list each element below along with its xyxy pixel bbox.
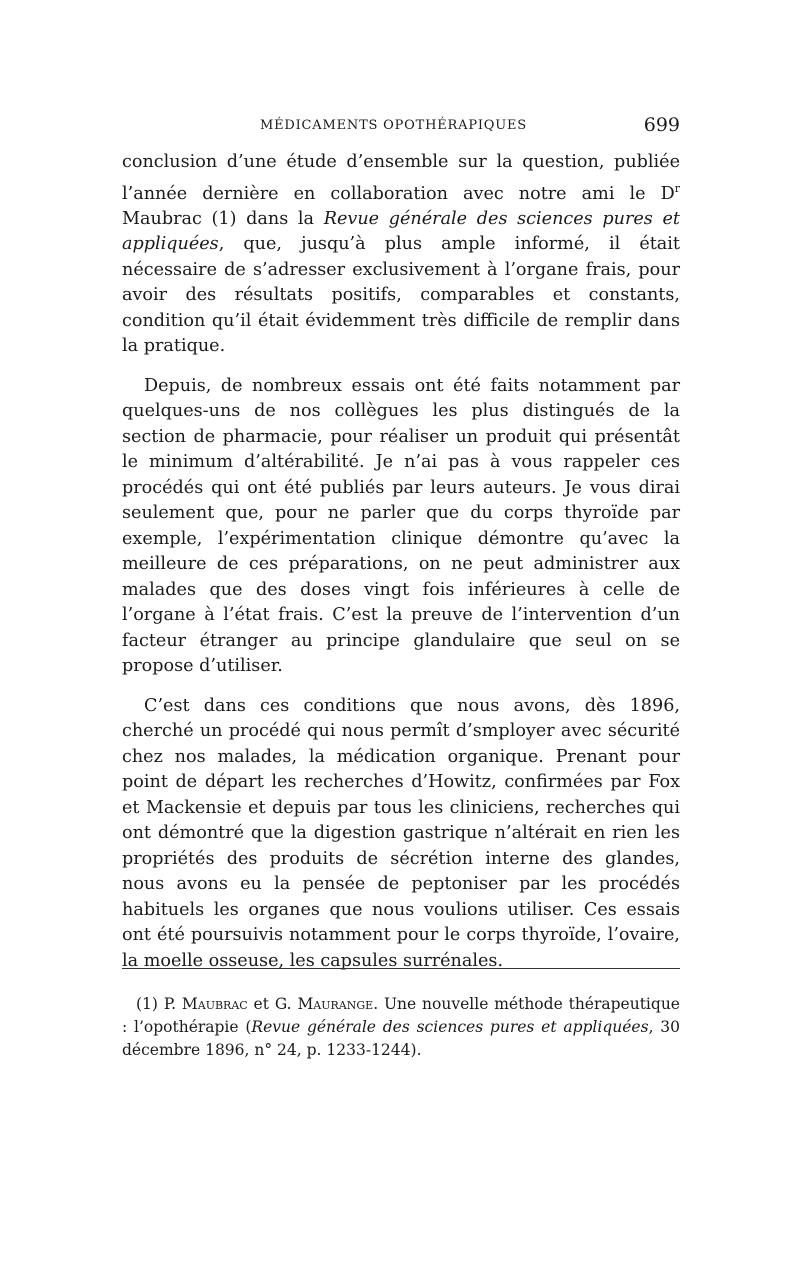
footnote-details: , 30 décembre 1896, n° 24, p. 1233-1244).: [122, 1018, 680, 1059]
doctor-abbrev-superscript: r: [674, 181, 680, 195]
running-title: MÉDICAMENTS OPOTHÉRAPIQUES: [260, 118, 528, 133]
footnote-author1: Maubrac: [181, 995, 248, 1013]
footnote-divider: [122, 968, 680, 969]
footnote-conj: et G.: [247, 995, 298, 1013]
body-text: [122, 150, 680, 974]
paragraph-1-text-c: , que, jusqu’à plus ample informé, il était nécessaire de s’adresser exclusivement à l’organe frais, pour avoir des résultats positifs, comparables et constants, condition qu’il était évidemment très difficile de remplir dans la pratique.: [122, 234, 680, 357]
paragraph-1-text-a: conclusion d’une étude d’ensemble sur la question, publiée l’année dernière en collaboration avec notre ami le D: [122, 152, 680, 204]
footnote-title: . Une nouvelle méthode thérapeutique : l’opothérapie (: [122, 995, 680, 1036]
footnote-marker: (1): [136, 995, 164, 1013]
paragraph-2: Depuis, de nombreux essais ont été faits notamment par quelques-uns de nos collègues les plus distingués de la section de pharmacie, pour réaliser un produit qui présentât le minimum d’altérabilité. Je n’ai pas à vous rappeler ces procédés qui ont été publiés par leurs auteurs. Je vous dirai seulement que, pour ne parler que du corps thyroïde par exemple, l’expérimentation clinique démontre qu’avec la meilleure de ces préparations, on ne peut administrer aux malades que des doses vingt fois inférieures à celle de l’organe à l’état frais. C’est la preuve de l’intervention d’un facteur étranger au principe glandulaire que seul on se propose d’utiliser.: [122, 375, 680, 677]
paragraph-3: C’est dans ces conditions que nous avons, dès 1896, cherché un procédé qui nous permît d’smployer avec sécurité chez nos malades, la médication organique. Prenant pour point de départ les recherches d’Howitz, confirmées par Fox et Mackensie et depuis par tous les cliniciens, recherches qui ont démontré que la digestion gastrique n’altérait en rien les propriétés des produits de sécrétion interne des glandes, nous avons eu la pensée de peptoniser par les procédés habituels les organes que nous voulions utiliser. Ces essais ont été poursuivis notamment pour le corps thyroïde, l’ovaire, la moelle osseuse, les capsules surrénales.: [122, 695, 680, 971]
paragraph-1: [122, 150, 680, 360]
page-number: 699: [643, 114, 680, 136]
footnote-author1-initial: P.: [163, 995, 182, 1013]
footnote-journal: Revue générale des sciences pures et appliquées: [251, 1018, 649, 1036]
footnote-author2: Maurange: [297, 995, 374, 1013]
journal-title: Revue générale des sciences pures et appliquées: [122, 208, 680, 255]
footnote: [122, 993, 680, 1062]
page-header: [122, 116, 680, 140]
paragraph-1-text-b: Maubrac (1) dans la: [122, 208, 324, 229]
